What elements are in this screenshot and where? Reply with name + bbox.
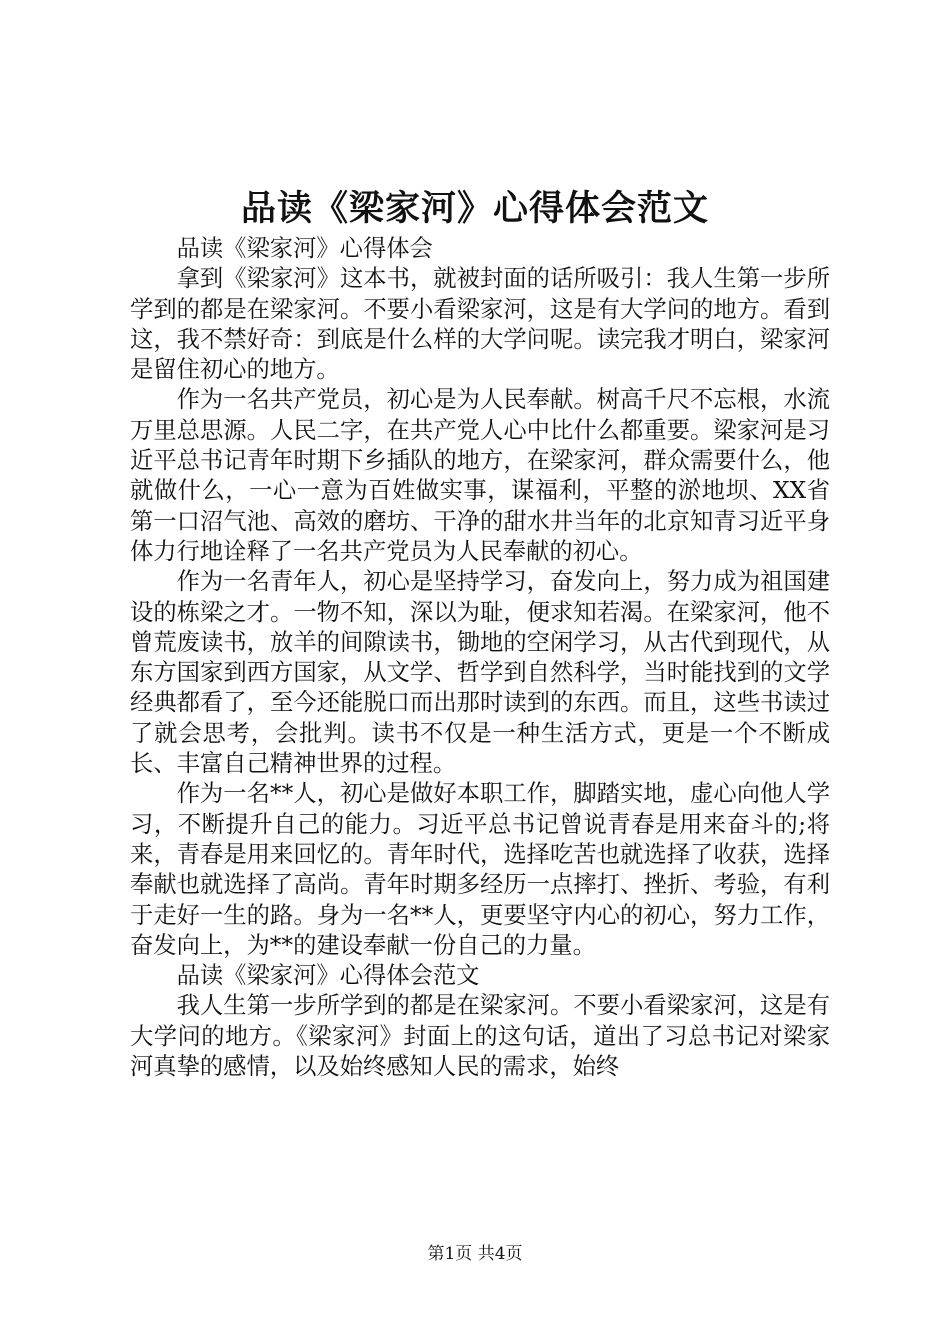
paragraph: 我人生第一步所学到的都是在梁家河。不要小看梁家河，这是有大学问的地方。《梁家河》封面上的这句话，道出了习总书记对梁家河真挚的感情，以及始终感知人民的需求，始终 <box>130 992 830 1081</box>
document-body <box>130 234 830 1082</box>
paragraph: 作为一名**人，初心是做好本职工作，脚踏实地，虚心向他人学习，不断提升自己的能力。习近平总书记曾说青春是用来奋斗的;将来，青春是用来回忆的。青年时代，选择吃苦也就选择了收获，选择奉献也就选择了高尚。青年时期多经历一点摔打、挫折、考验，有利于走好一生的路。身为一名**人，更要坚守内心的初心，努力工作，奋发向上，为**的建设奉献一份自己的力量。 <box>130 780 830 959</box>
paragraph: 作为一名共产党员，初心是为人民奉献。树高千尺不忘根，水流万里总思源。人民二字，在共产党人心中比什么都重要。梁家河是习近平总书记青年时期下乡插队的地方，在梁家河，群众需要什么，他就做什么，一心一意为百姓做实事，谋福利，平整的淤地坝、XX省第一口沼气池、高效的磨坊、干净的甜水井当年的北京知青习近平身体力行地诠释了一名共产党员为人民奉献的初心。 <box>130 386 830 565</box>
paragraph: 拿到《梁家河》这本书，就被封面的话所吸引：我人生第一步所学到的都是在梁家河。不要小看梁家河，这是有大学问的地方。看到这，我不禁好奇：到底是什么样的大学问呢。读完我才明白，梁家河是留住初心的地方。 <box>130 265 830 384</box>
paragraph-subtitle: 品读《梁家河》心得体会范文 <box>176 962 480 990</box>
paragraph: 作为一名青年人，初心是坚持学习，奋发向上，努力成为祖国建设的栋梁之才。一物不知，深以为耻，便求知若渴。在梁家河，他不曾荒废读书，放羊的间隙读书，锄地的空闲学习，从古代到现代，从东方国家到西方国家，从文学、哲学到自然科学，当时能找到的文学经典都看了，至今还能脱口而出那时读到的东西。而且，这些书读过了就会思考，会批判。读书不仅是一种生活方式，更是一个不断成长、丰富自己精神世界的过程。 <box>130 568 830 778</box>
page-number-footer: 第1页 共4页 <box>427 1244 523 1264</box>
document-title: 品读《梁家河》心得体会范文 <box>240 188 709 229</box>
paragraph-subtitle: 品读《梁家河》心得体会 <box>176 235 433 262</box>
